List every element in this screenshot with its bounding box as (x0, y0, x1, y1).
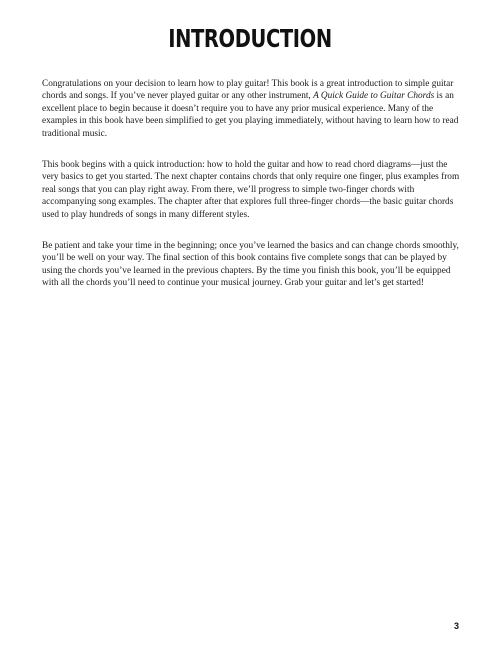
book-title-emphasis: A Quick Guide to Guitar Chords (313, 91, 435, 102)
paragraph-1-text-start: Congratulations on your decision to learn how to play guitar! This book is a great introduction to simple guitar chords and songs. If you’ve never played guitar or any other instrument, (42, 79, 454, 102)
intro-paragraph-3: Be patient and take your time in the beginning; once you’ve learned the basics and can change chords smoothly, you’ll be well on your way. The final section of this book contains five complete songs that can be played by using the chords you’ve learned in the previous chapters. By the time you finish this book, you’ll be equipped with all the chords you’ll need to continue your musical journey. Grab your guitar and let’s get started! (42, 241, 459, 289)
page-number: 3 (453, 621, 459, 631)
page-title: INTRODUCTION (168, 24, 332, 53)
paragraph-1-text-end: is an excellent place to begin because it doesn’t require you to have any prior musical experience. Many of the examples in this book have been simplified to get you playing immediately, without having to learn how to read traditional music. (42, 91, 459, 139)
intro-paragraph-1 (42, 78, 462, 140)
intro-paragraph-2: This book begins with a quick introduction: how to hold the guitar and how to read chord diagrams—just the very basics to get you started. The next chapter contains chords that only require one finger, plus examples from real songs that you can play right away. From there, we’ll progress to simple two-finger chords with accompanying song examples. The chapter after that explores full three-finger chords—the basic guitar chords used to play hundreds of songs in many different styles. (42, 160, 460, 220)
